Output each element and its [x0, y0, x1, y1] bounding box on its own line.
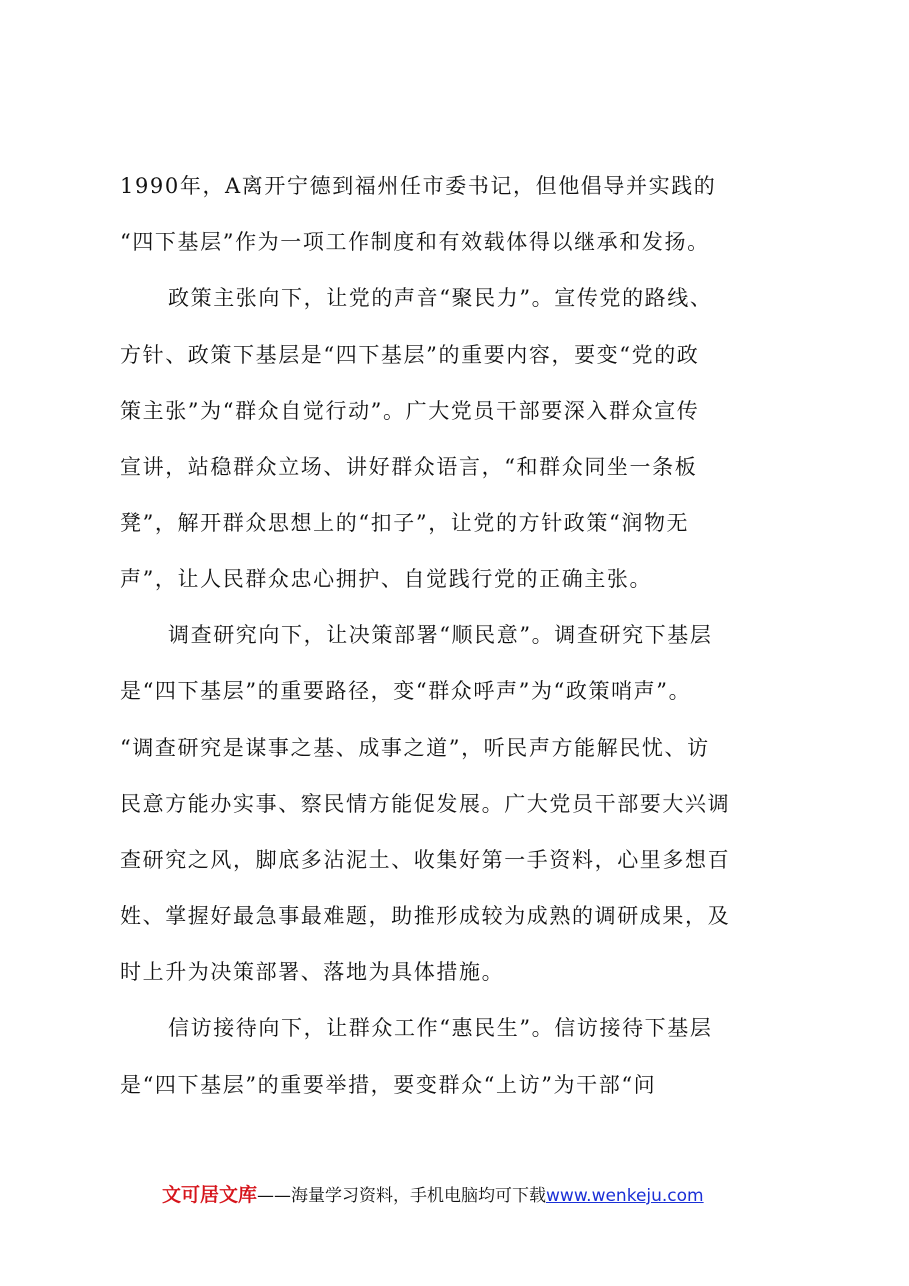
body-text-line: 是“四下基层”的重要举措，要变群众“上访”为干部“问 — [120, 1073, 657, 1097]
paragraph-heading-line: 政策主张向下，让党的声音“聚民力”。宣传党的路线、 — [168, 286, 713, 310]
brand-name: 文可居文库 — [162, 1184, 258, 1206]
website-link[interactable]: www.wenkeju.com — [546, 1186, 704, 1206]
body-text-line: 是“四下基层”的重要路径，变“群众呼声”为“政策哨声”。 — [120, 679, 692, 703]
body-text-line: 方针、政策下基层是“四下基层”的重要内容，要变“党的政 — [120, 343, 700, 367]
body-text-line: 民意方能办实事、察民情方能促发展。广大党员干部要大兴调 — [120, 792, 731, 816]
body-text-line: 1990年，A离开宁德到福州任市委书记，但他倡导并实践的 — [120, 174, 717, 198]
footer-slogan: ——海量学习资料，手机电脑均可下载 — [257, 1186, 547, 1206]
body-text-line: 凳”，解开群众思想上的“扣子”，让党的方针政策“润物无 — [120, 511, 690, 535]
body-text-line: 声”，让人民群众忠心拥护、自觉践行党的正确主张。 — [120, 567, 653, 591]
footer-banner — [162, 1182, 704, 1209]
body-text-line: “四下基层”作为一项工作制度和有效载体得以继承和发扬。 — [120, 230, 710, 254]
body-text-line: 姓、掌握好最急事最难题，助推形成较为成熟的调研成果，及 — [120, 904, 731, 928]
body-text-line: 策主张”为“群众自觉行动”。广大党员干部要深入群众宣传 — [120, 399, 700, 423]
body-text-line: 宣讲，站稳群众立场、讲好群众语言，“和群众同坐一条板 — [120, 455, 698, 479]
body-text-line: 查研究之风，脚底多沾泥土、收集好第一手资料，心里多想百 — [120, 848, 731, 872]
body-text-line: 时上升为决策部署、落地为具体措施。 — [120, 960, 505, 984]
body-text-line: “调查研究是谋事之基、成事之道”，听民声方能解民忧、访 — [120, 736, 710, 760]
paragraph-heading-line: 调查研究向下，让决策部署“顺民意”。调查研究下基层 — [168, 623, 713, 647]
paragraph-heading-line: 信访接待向下，让群众工作“惠民生”。信访接待下基层 — [168, 1016, 713, 1040]
